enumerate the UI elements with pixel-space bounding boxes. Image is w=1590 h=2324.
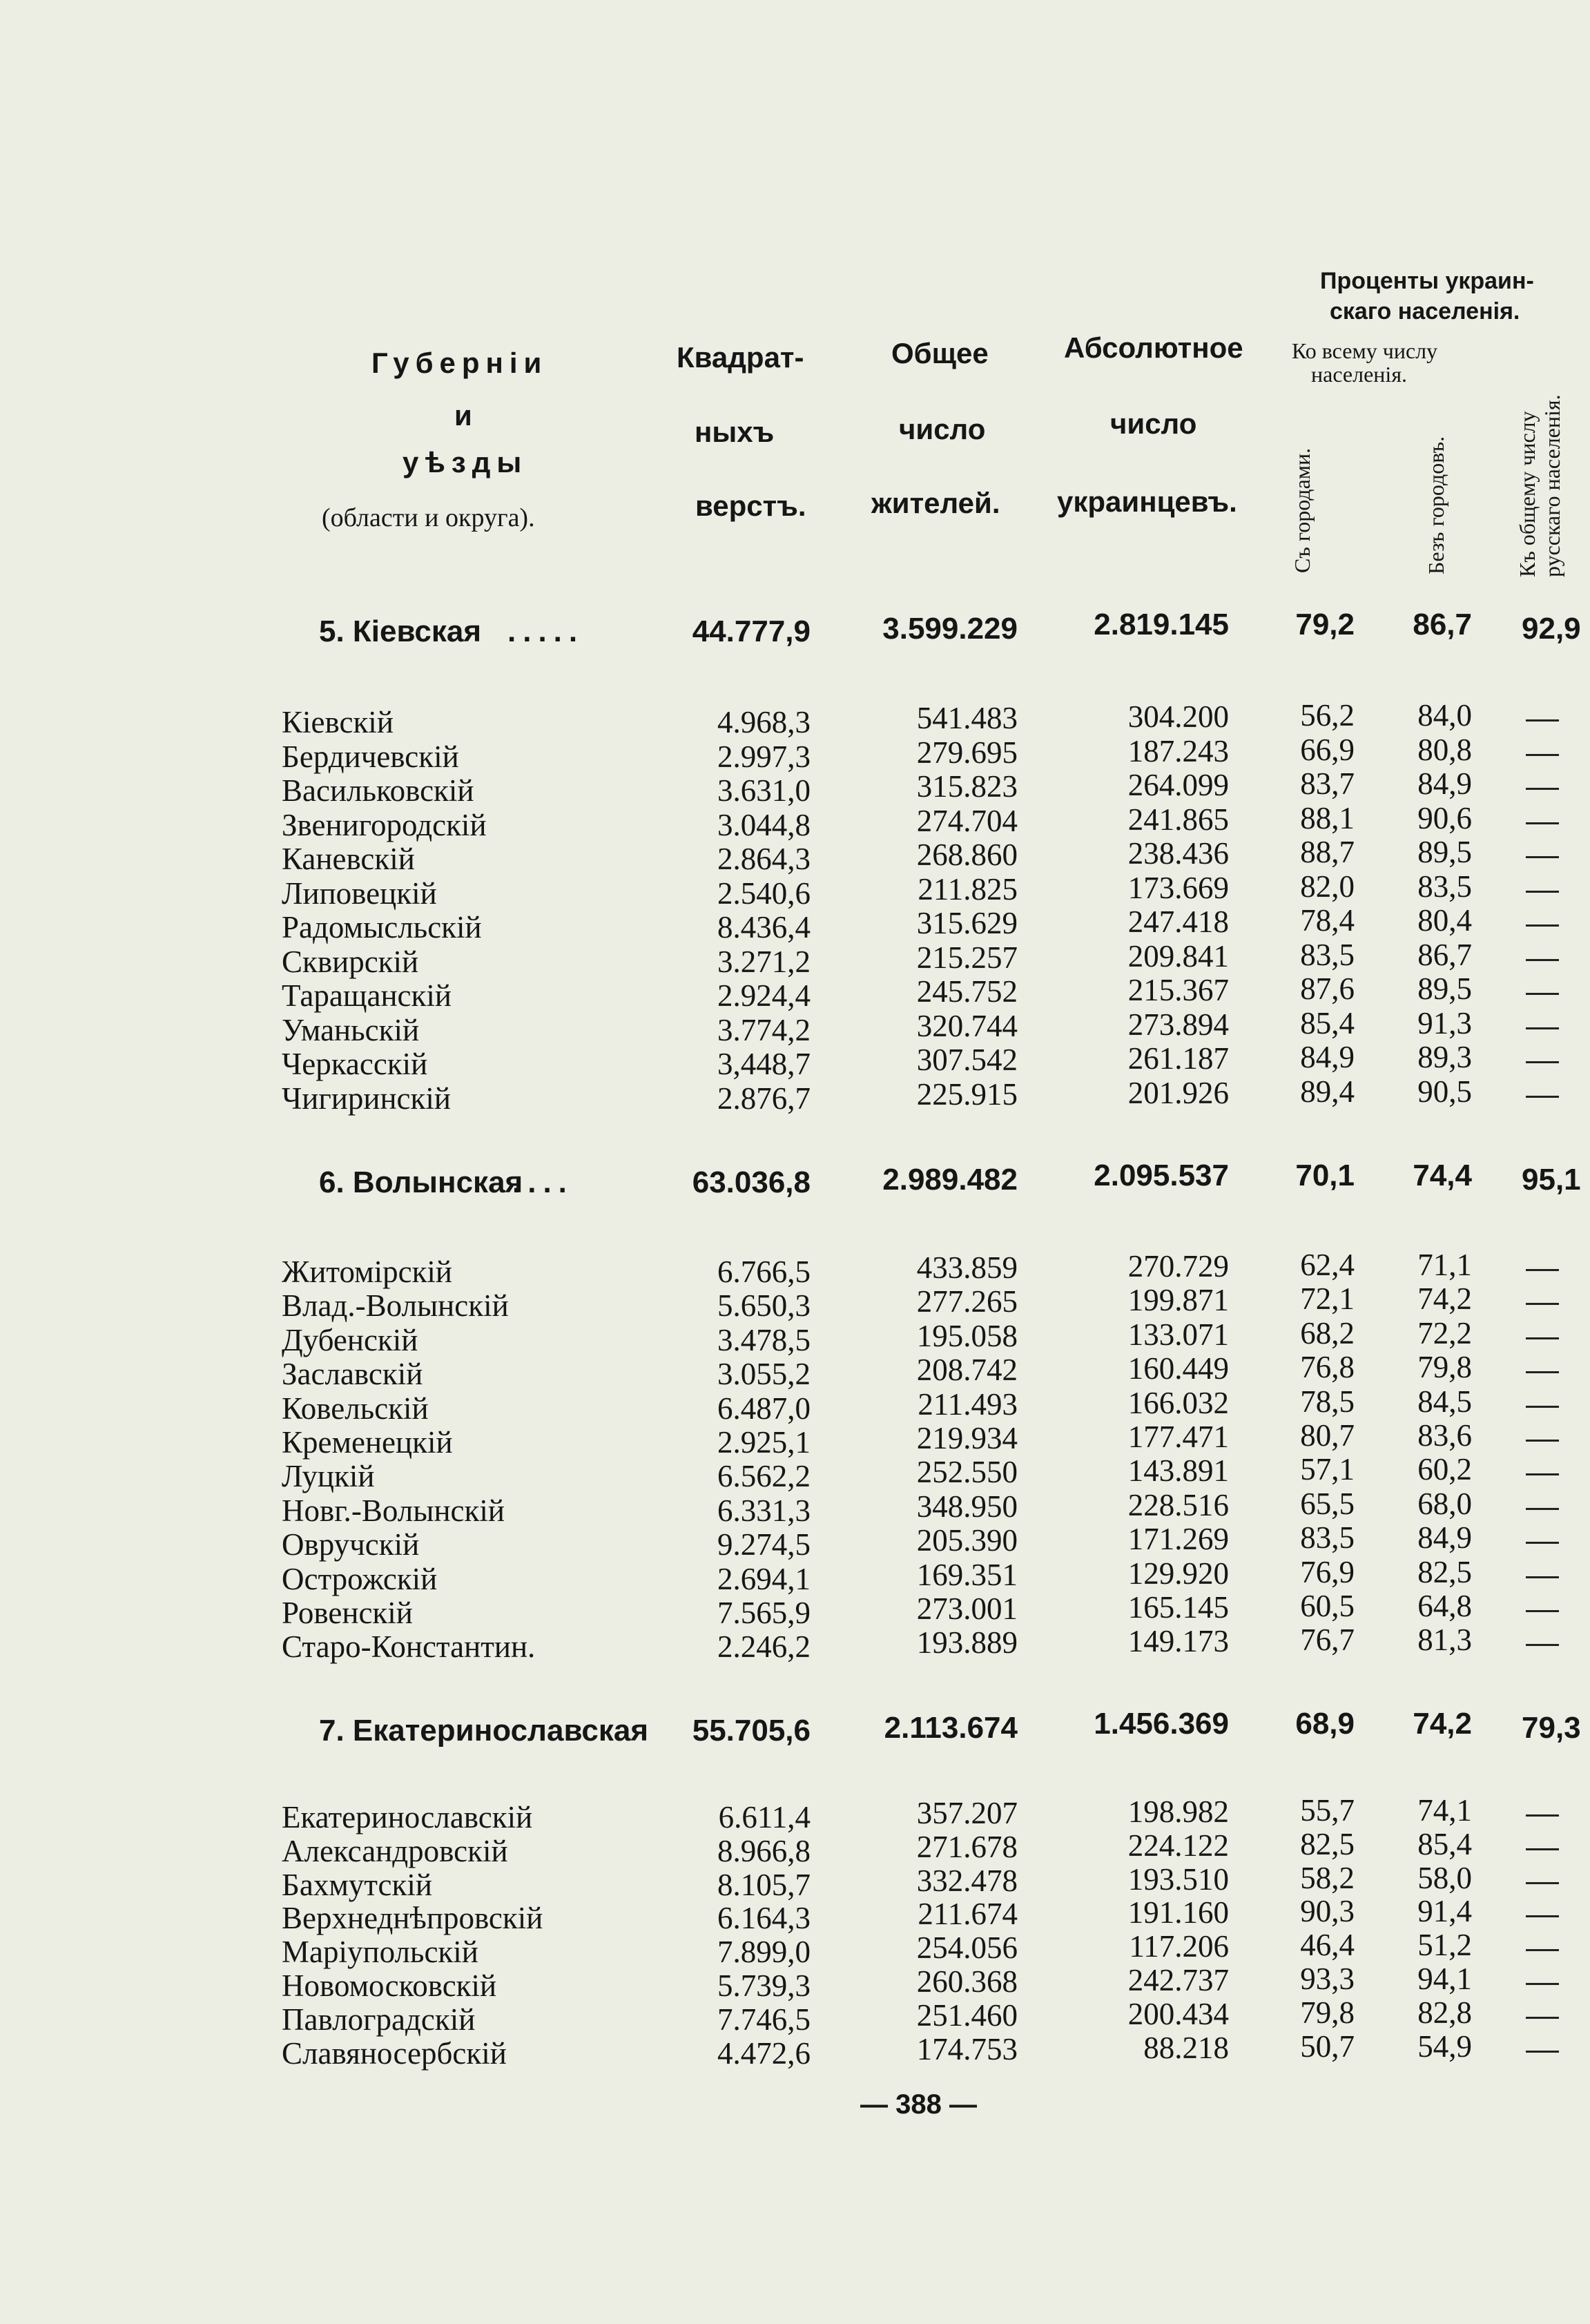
district-pct-russian-dash (1526, 924, 1559, 927)
district-pct-without-towns: 83,5 (1417, 869, 1472, 904)
district-area: 3.055,2 (717, 1357, 811, 1392)
district-population: 193.889 (916, 1625, 1018, 1660)
district-ukrainians: 143.891 (1127, 1453, 1229, 1489)
district-pct-russian-dash (1526, 1027, 1559, 1029)
district-area: 5.739,3 (717, 1968, 811, 2003)
district-ukrainians: 165.145 (1127, 1590, 1229, 1625)
district-pct-russian-dash (1526, 788, 1559, 790)
district-pct-without-towns: 85,4 (1417, 1826, 1472, 1861)
header-name-line4: (области и округа). (322, 503, 535, 532)
district-pct-with-towns: 76,9 (1300, 1554, 1355, 1589)
district-name: Овручскій (282, 1527, 420, 1562)
district-name: Кременецкій (282, 1425, 453, 1460)
district-pct-without-towns: 60,2 (1417, 1452, 1472, 1487)
district-pct-without-towns: 72,2 (1417, 1315, 1472, 1350)
district-ukrainians: 242.737 (1127, 1963, 1229, 1997)
district-name: Бахмутскій (282, 1867, 432, 1902)
district-population: 357.207 (916, 1796, 1018, 1830)
district-population: 169.351 (916, 1557, 1018, 1592)
section-pct-russian: 95,1 (1522, 1163, 1581, 1197)
district-area: 3.631,0 (717, 773, 811, 808)
district-pct-without-towns: 71,1 (1417, 1248, 1472, 1282)
district-pct-russian-dash (1526, 822, 1559, 824)
district-area: 2.540,6 (717, 875, 811, 911)
district-name: Уманьскій (282, 1012, 420, 1047)
header-pct-russian-line2: русскаго населенія. (1540, 394, 1564, 577)
district-population: 254.056 (916, 1930, 1018, 1966)
district-ukrainians: 200.434 (1127, 1996, 1229, 2031)
section-population: 3.599.229 (882, 612, 1018, 646)
header-area-line2: ныхъ (695, 416, 775, 448)
district-area: 2.694,1 (717, 1561, 811, 1596)
district-ukrainians: 187.243 (1127, 733, 1229, 768)
district-area: 6.487,0 (717, 1391, 811, 1426)
district-ukrainians: 270.729 (1127, 1249, 1229, 1284)
header-area-line3: верстъ. (695, 490, 806, 522)
district-pct-russian-dash (1526, 1473, 1559, 1475)
district-pct-without-towns: 80,4 (1417, 903, 1472, 938)
district-pct-without-towns: 51,2 (1417, 1928, 1472, 1963)
district-pct-without-towns: 74,2 (1417, 1281, 1472, 1317)
district-population: 279.695 (916, 735, 1018, 770)
district-population: 433.859 (916, 1250, 1018, 1285)
district-pct-russian-dash (1526, 1644, 1559, 1646)
district-pct-without-towns: 79,8 (1417, 1350, 1472, 1385)
district-pct-with-towns: 78,5 (1300, 1384, 1355, 1419)
header-pct-all-line2: населенія. (1311, 362, 1408, 387)
district-name: Ровенскій (282, 1596, 413, 1630)
district-pct-russian-dash (1526, 1610, 1559, 1612)
section-pct-russian: 79,3 (1522, 1711, 1581, 1745)
section-area: 63.036,8 (692, 1165, 811, 1199)
section-name: 6. Волынская (319, 1165, 523, 1199)
district-name: Таращанскій (282, 978, 452, 1013)
header-area-line1: Квадрат- (677, 341, 804, 374)
district-ukrainians: 129.920 (1127, 1556, 1229, 1591)
district-area: 4.472,6 (717, 2035, 811, 2071)
district-pct-without-towns: 64,8 (1417, 1589, 1472, 1623)
district-pct-without-towns: 91,3 (1417, 1005, 1472, 1040)
district-pct-russian-dash (1526, 1949, 1559, 1951)
district-pct-russian-dash (1526, 891, 1559, 893)
district-pct-with-towns: 89,4 (1300, 1074, 1355, 1109)
district-ukrainians: 215.367 (1127, 973, 1229, 1007)
district-area: 6.766,5 (717, 1255, 811, 1289)
district-population: 219.934 (916, 1421, 1018, 1455)
district-pct-russian-dash (1526, 1814, 1559, 1817)
district-population: 195.058 (916, 1318, 1018, 1353)
district-ukrainians: 171.269 (1127, 1522, 1229, 1557)
district-pct-with-towns: 80,7 (1300, 1418, 1355, 1453)
district-pct-russian-dash (1526, 2017, 1559, 2019)
district-pct-with-towns: 56,2 (1300, 698, 1355, 733)
district-name: Острожскій (282, 1561, 438, 1596)
district-name: Луцкій (282, 1459, 375, 1494)
district-population: 274.704 (916, 803, 1018, 838)
district-pct-with-towns: 88,1 (1300, 800, 1355, 835)
district-name: Звенигородскій (282, 807, 487, 842)
district-pct-with-towns: 72,1 (1300, 1281, 1355, 1317)
district-name: Новг.-Волынскій (282, 1493, 505, 1528)
district-pct-without-towns: 80,8 (1417, 732, 1472, 767)
header-pop-line1: Общее (891, 337, 989, 369)
district-pct-without-towns: 68,0 (1417, 1486, 1472, 1521)
district-population: 268.860 (916, 837, 1018, 872)
district-pct-with-towns: 55,7 (1300, 1793, 1355, 1828)
district-ukrainians: 261.187 (1127, 1041, 1229, 1076)
district-pct-with-towns: 65,5 (1300, 1486, 1355, 1521)
district-ukrainians: 238.436 (1127, 836, 1229, 871)
district-population: 277.265 (916, 1284, 1018, 1319)
district-pct-with-towns: 76,7 (1300, 1623, 1355, 1658)
district-name: Славяносербскій (282, 2035, 507, 2071)
district-area: 3,448,7 (717, 1047, 811, 1081)
district-name: Черкасскій (282, 1047, 428, 1081)
district-pct-with-towns: 62,4 (1300, 1248, 1355, 1282)
district-population: 315.629 (916, 906, 1018, 940)
district-population: 174.753 (916, 2031, 1018, 2066)
district-pct-without-towns: 84,9 (1417, 766, 1472, 801)
district-pct-russian-dash (1526, 1406, 1559, 1408)
district-pct-russian-dash (1526, 1337, 1559, 1339)
section-pct-russian: 92,9 (1522, 612, 1581, 646)
district-pct-russian-dash (1526, 1508, 1559, 1510)
district-pct-with-towns: 87,6 (1300, 971, 1355, 1006)
district-ukrainians: 149.173 (1127, 1624, 1229, 1659)
district-population: 348.950 (916, 1489, 1018, 1524)
district-ukrainians: 264.099 (1127, 768, 1229, 802)
district-pct-without-towns: 82,8 (1417, 1995, 1472, 2030)
district-pct-without-towns: 91,4 (1417, 1894, 1472, 1929)
district-name: Павлоградскій (282, 2002, 476, 2037)
district-pct-russian-dash (1526, 959, 1559, 961)
district-pct-with-towns: 46,4 (1300, 1928, 1355, 1963)
section-name: 5. Кіевская (319, 614, 482, 648)
district-pct-with-towns: 66,9 (1300, 732, 1355, 767)
district-population: 251.460 (916, 1997, 1018, 2033)
district-area: 2.876,7 (717, 1081, 811, 1116)
district-pct-with-towns: 78,4 (1300, 903, 1355, 938)
district-area: 2.924,4 (717, 978, 811, 1013)
district-area: 2.925,1 (717, 1425, 811, 1460)
district-pct-without-towns: 86,7 (1417, 937, 1472, 972)
section-pct-without-towns: 74,4 (1413, 1159, 1472, 1192)
district-population: 271.678 (916, 1829, 1018, 1864)
district-pct-with-towns: 83,7 (1300, 766, 1355, 801)
district-name: Кіевскій (282, 705, 394, 739)
header-pop-line2: число (899, 413, 986, 445)
district-pct-with-towns: 76,8 (1300, 1350, 1355, 1385)
section-pct-with-towns: 79,2 (1295, 608, 1355, 641)
header-ukr-line1: Абсолютное (1064, 331, 1243, 364)
section-leader-dots: .... (512, 1165, 574, 1199)
district-pct-with-towns: 85,4 (1300, 1005, 1355, 1040)
district-population: 307.542 (916, 1043, 1018, 1077)
header-pct-title-line1: Проценты украин- (1320, 268, 1534, 294)
district-area: 3.271,2 (717, 944, 811, 979)
district-population: 205.390 (916, 1523, 1018, 1558)
district-ukrainians: 193.510 (1127, 1861, 1229, 1897)
section-ukrainians: 2.095.537 (1094, 1159, 1229, 1192)
section-name: 7. Екатеринославская (319, 1714, 649, 1747)
district-name: Маріупольскій (282, 1935, 478, 1970)
district-population: 211.493 (918, 1386, 1018, 1422)
section-pct-without-towns: 86,7 (1413, 608, 1472, 641)
district-population: 208.742 (916, 1353, 1018, 1388)
district-pct-russian-dash (1526, 993, 1559, 995)
district-pct-russian-dash (1526, 1269, 1559, 1271)
section-ukrainians: 2.819.145 (1094, 608, 1229, 641)
district-pct-without-towns: 81,3 (1417, 1623, 1472, 1658)
district-ukrainians: 88.218 (1143, 2030, 1229, 2065)
district-name: Ковельскій (282, 1391, 429, 1426)
district-area: 6.611,4 (718, 1800, 811, 1834)
district-name: Заславскій (282, 1357, 423, 1392)
district-ukrainians: 198.982 (1127, 1794, 1229, 1829)
district-area: 6.562,2 (717, 1459, 811, 1494)
section-population: 2.113.674 (884, 1711, 1018, 1745)
district-name: Екатеринославскій (282, 1800, 533, 1834)
section-pct-without-towns: 74,2 (1413, 1707, 1472, 1741)
header-name-line3: уѣзды (403, 446, 528, 478)
district-population: 332.478 (916, 1863, 1018, 1898)
section-area: 44.777,9 (692, 614, 811, 648)
district-area: 2.997,3 (717, 739, 811, 774)
district-pct-without-towns: 90,5 (1417, 1074, 1472, 1109)
district-pct-russian-dash (1526, 1848, 1559, 1850)
district-ukrainians: 273.894 (1127, 1007, 1229, 1042)
district-pct-without-towns: 89,3 (1417, 1040, 1472, 1074)
district-area: 6.331,3 (717, 1493, 811, 1528)
district-name: Сквирскій (282, 944, 419, 979)
header-name-line1: Губерніи (371, 347, 548, 379)
district-pct-with-towns: 88,7 (1300, 835, 1355, 869)
district-name: Верхнеднѣпровскій (282, 1901, 543, 1936)
district-population: 245.752 (916, 974, 1018, 1009)
district-pct-russian-dash (1526, 1440, 1559, 1442)
district-ukrainians: 173.669 (1127, 870, 1229, 905)
section-area: 55.705,6 (692, 1714, 811, 1747)
district-pct-russian-dash (1526, 1915, 1559, 1917)
district-pct-with-towns: 58,2 (1300, 1860, 1355, 1895)
district-pct-without-towns: 90,6 (1417, 800, 1472, 835)
district-name: Радомысльскій (282, 910, 482, 945)
district-pct-russian-dash (1526, 754, 1559, 756)
district-area: 8.966,8 (717, 1833, 811, 1868)
district-pct-with-towns: 79,8 (1300, 1995, 1355, 2030)
district-pct-russian-dash (1526, 2051, 1559, 2053)
header-pct-russian-line1: Къ общему числу (1515, 411, 1540, 577)
district-area: 9.274,5 (717, 1527, 811, 1562)
district-pct-with-towns: 83,5 (1300, 1520, 1355, 1556)
district-population: 252.550 (916, 1455, 1018, 1490)
district-pct-with-towns: 83,5 (1300, 937, 1355, 972)
district-pct-without-towns: 84,5 (1417, 1384, 1472, 1419)
district-ukrainians: 209.841 (1127, 938, 1229, 974)
district-population: 260.368 (916, 1964, 1018, 1999)
district-pct-with-towns: 93,3 (1300, 1962, 1355, 1996)
district-pct-without-towns: 58,0 (1417, 1860, 1472, 1895)
district-area: 5.650,3 (717, 1288, 811, 1324)
district-pct-with-towns: 84,9 (1300, 1040, 1355, 1074)
district-pct-russian-dash (1526, 1576, 1559, 1578)
district-pct-with-towns: 60,5 (1300, 1589, 1355, 1623)
district-ukrainians: 160.449 (1127, 1351, 1229, 1386)
district-pct-with-towns: 50,7 (1300, 2028, 1355, 2064)
district-pct-russian-dash (1526, 1882, 1559, 1884)
district-ukrainians: 304.200 (1127, 699, 1229, 734)
header-pop-line3: жителей. (871, 487, 1000, 519)
district-population: 315.823 (916, 769, 1018, 804)
district-pct-russian-dash (1526, 1542, 1559, 1544)
header-pct-without-towns: Безъ городовъ. (1424, 436, 1448, 574)
header-pct-title-line2: скаго населенія. (1330, 298, 1520, 325)
district-pct-russian-dash (1526, 856, 1559, 858)
district-pct-with-towns: 90,3 (1300, 1894, 1355, 1929)
district-ukrainians: 133.071 (1127, 1317, 1229, 1352)
header-name-line2: и (454, 399, 472, 432)
district-population: 273.001 (916, 1591, 1018, 1626)
district-area: 7.746,5 (717, 2002, 811, 2037)
district-ukrainians: 191.160 (1127, 1895, 1229, 1930)
district-name: Старо-Константин. (282, 1629, 536, 1665)
district-area: 6.164,3 (717, 1901, 811, 1936)
district-area: 3.774,2 (717, 1012, 811, 1047)
district-pct-without-towns: 82,5 (1417, 1554, 1472, 1589)
district-ukrainians: 177.471 (1127, 1420, 1229, 1454)
district-area: 8.105,7 (717, 1867, 811, 1902)
district-ukrainians: 199.871 (1127, 1283, 1229, 1318)
district-area: 8.436,4 (717, 910, 811, 945)
district-pct-russian-dash (1526, 1371, 1559, 1373)
section-pct-with-towns: 70,1 (1295, 1159, 1355, 1192)
district-population: 541.483 (916, 701, 1018, 735)
header-pct-all-line1: Ко всему числу (1292, 338, 1438, 363)
district-pct-without-towns: 89,5 (1417, 835, 1472, 869)
header-pct-with-towns: Съ городами. (1290, 447, 1315, 573)
district-name: Влад.-Волынскій (282, 1288, 509, 1324)
district-ukrainians: 247.418 (1127, 904, 1229, 939)
district-name: Липовецкій (282, 875, 437, 911)
district-ukrainians: 228.516 (1127, 1487, 1229, 1522)
district-pct-with-towns: 68,2 (1300, 1315, 1355, 1350)
district-name: Александровскій (282, 1833, 508, 1868)
district-pct-without-towns: 94,1 (1417, 1962, 1472, 1996)
district-name: Новомосковскій (282, 1968, 497, 2003)
section-leader-dots: ..... (507, 614, 585, 648)
section-population: 2.989.482 (882, 1163, 1018, 1197)
district-pct-russian-dash (1526, 1061, 1559, 1063)
district-name: Каневскій (282, 842, 415, 876)
district-ukrainians: 166.032 (1127, 1385, 1229, 1420)
district-population: 211.674 (918, 1897, 1018, 1932)
district-pct-without-towns: 89,5 (1417, 971, 1472, 1006)
district-pct-without-towns: 83,6 (1417, 1418, 1472, 1453)
district-pct-with-towns: 57,1 (1300, 1452, 1355, 1487)
district-name: Васильковскій (282, 773, 474, 808)
district-name: Чигиринскій (282, 1081, 451, 1116)
district-area: 7.899,0 (717, 1935, 811, 1970)
district-population: 211.825 (918, 871, 1018, 907)
district-population: 320.744 (916, 1008, 1018, 1043)
district-pct-without-towns: 74,1 (1417, 1793, 1472, 1828)
district-name: Бердичевскій (282, 739, 459, 774)
district-pct-with-towns: 82,0 (1300, 869, 1355, 904)
district-pct-russian-dash (1526, 1096, 1559, 1098)
district-ukrainians: 117.206 (1129, 1929, 1229, 1964)
district-pct-russian-dash (1526, 719, 1559, 722)
district-pct-without-towns: 84,9 (1417, 1520, 1472, 1556)
district-area: 3.478,5 (717, 1322, 811, 1357)
district-ukrainians: 201.926 (1127, 1075, 1229, 1110)
section-pct-with-towns: 68,9 (1295, 1707, 1355, 1741)
district-name: Житомірскій (282, 1255, 453, 1289)
district-pct-with-towns: 82,5 (1300, 1826, 1355, 1861)
header-ukr-line3: украинцевъ. (1057, 485, 1237, 518)
district-area: 2.864,3 (717, 842, 811, 876)
district-population: 215.257 (916, 940, 1018, 975)
district-pct-without-towns: 84,0 (1417, 698, 1472, 733)
district-area: 3.044,8 (717, 807, 811, 842)
district-population: 225.915 (916, 1076, 1018, 1112)
district-pct-russian-dash (1526, 1983, 1559, 1985)
district-area: 2.246,2 (717, 1629, 811, 1665)
district-name: Дубенскій (282, 1322, 418, 1357)
district-ukrainians: 241.865 (1127, 802, 1229, 837)
page-number: — 388 — (860, 2089, 977, 2120)
section-ukrainians: 1.456.369 (1094, 1707, 1229, 1741)
district-pct-russian-dash (1526, 1303, 1559, 1305)
district-area: 7.565,9 (717, 1596, 811, 1630)
district-ukrainians: 224.122 (1127, 1828, 1229, 1863)
header-ukr-line2: число (1110, 407, 1197, 440)
district-area: 4.968,3 (717, 705, 811, 739)
district-pct-without-towns: 54,9 (1417, 2028, 1472, 2064)
